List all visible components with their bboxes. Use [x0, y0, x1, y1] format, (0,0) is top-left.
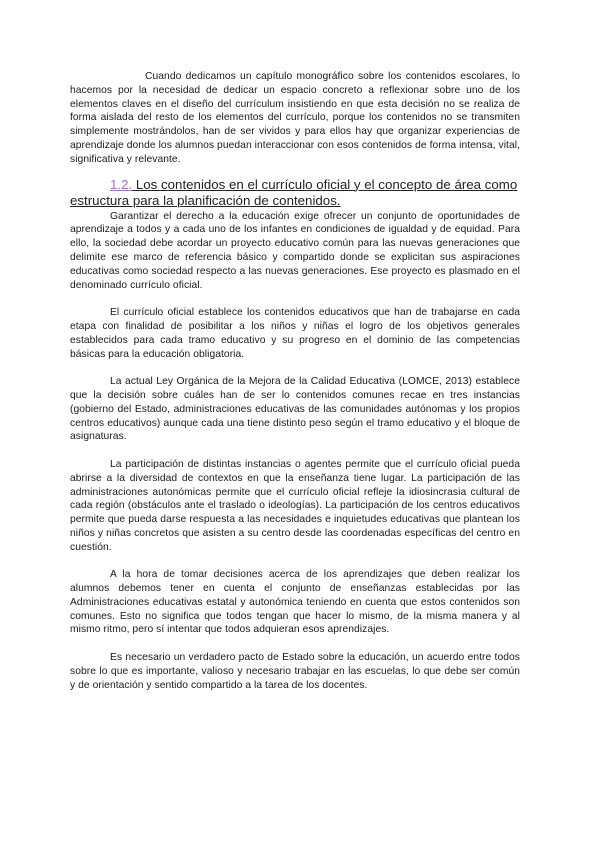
paragraph-1: Garantizar el derecho a la educación exige ofrecer un conjunto de oportunidades de aprendizaje a todos y a cada uno de los infantes en condiciones de igualdad y de equidad. Para ello, la sociedad debe acordar un proyecto educativo común para las nuevas generaciones que delimite ese marco de referencia básico y compartido donde se explicitan sus aspiraciones educativas como sociedad respecto a las nuevas generaciones. Ese proyecto es plasmado en el denominado currículo oficial. [70, 210, 520, 291]
paragraph-5: A la hora de tomar decisiones acerca de los aprendizajes que deben realizar los alumnos debemos tener en cuenta el conjunto de enseñanzas establecidas por las Administraciones educativas estatal y autonómica teniendo en cuenta que estos contenidos son comunes. Esto no significa que todos tengan que hacer lo mismo, de la misma manera y al mismo ritmo, pero sí intentar que todos adquieran esos aprendizajes. [70, 569, 520, 636]
paragraph-3: La actual Ley Orgánica de la Mejora de la Calidad Educativa (LOMCE, 2013) establece que la decisión sobre cuáles han de ser lo contenidos comunes recae en tres instancias (gobierno del Estado, administraciones educativas de las comunidades autónomas y los propios centros educativos) aunque cada una tiene distinto peso según el tramo educativo y el bloque de asignaturas. [70, 376, 520, 443]
paragraph-4: La participación de distintas instancias o agentes permite que el currículo oficial pueda abrirse a la diversidad de contextos en que la enseñanza tiene lugar. La participación de las administraciones autonómicas permite que el currículo oficial refleje la idiosincrasia cultural de cada región (obstáculos ante el traslado o ideologías). La participación de los centros educativos permite que pueda darse respuesta a las necesidades e inquietudes educativas que plantean los niños y niñas concretos que asisten a su centro desde las coordenadas específicas del centro en cuestión. [70, 458, 520, 553]
section-heading [70, 177, 520, 210]
document-page [70, 70, 520, 692]
section-number: 1.2. [110, 176, 133, 192]
paragraph-6: Es necesario un verdadero pacto de Estado sobre la educación, un acuerdo entre todos sobre lo que es importante, valioso y necesario trabajar en las escuelas, lo que debe ser común y de orientación y sentido compartido a la tarea de los docentes. [70, 652, 520, 691]
intro-paragraph: Cuando dedicamos un capítulo monográfico sobre los contenidos escolares, lo hacemos por la necesidad de dedicar un espacio concreto a reflexionar sobre uno de los elementos claves en el diseño del currículum insistiendo en que esta decisión no se realiza de forma aislada del resto de los elementos del currículo, porque los contenidos no se transmiten simplemente mostrándolos, han de ser vividos y para ellos hay que organizar experiencias de aprendizaje donde los alumnos puedan interaccionar con esos contenidos de forma intensa, vital, significativa y relevante. [70, 71, 520, 165]
paragraph-2: El currículo oficial establece los contenidos educativos que han de trabajarse en cada etapa con finalidad de posibilitar a los niños y niñas el logro de los objetivos generales establecidos para cada tramo educativo y su progreso en el dominio de las competencias básicas para la educación obligatoria. [70, 307, 520, 360]
section-title: Los contenidos en el currículo oficial y el concepto de área como estructura para la planificación de contenidos. [70, 176, 518, 209]
